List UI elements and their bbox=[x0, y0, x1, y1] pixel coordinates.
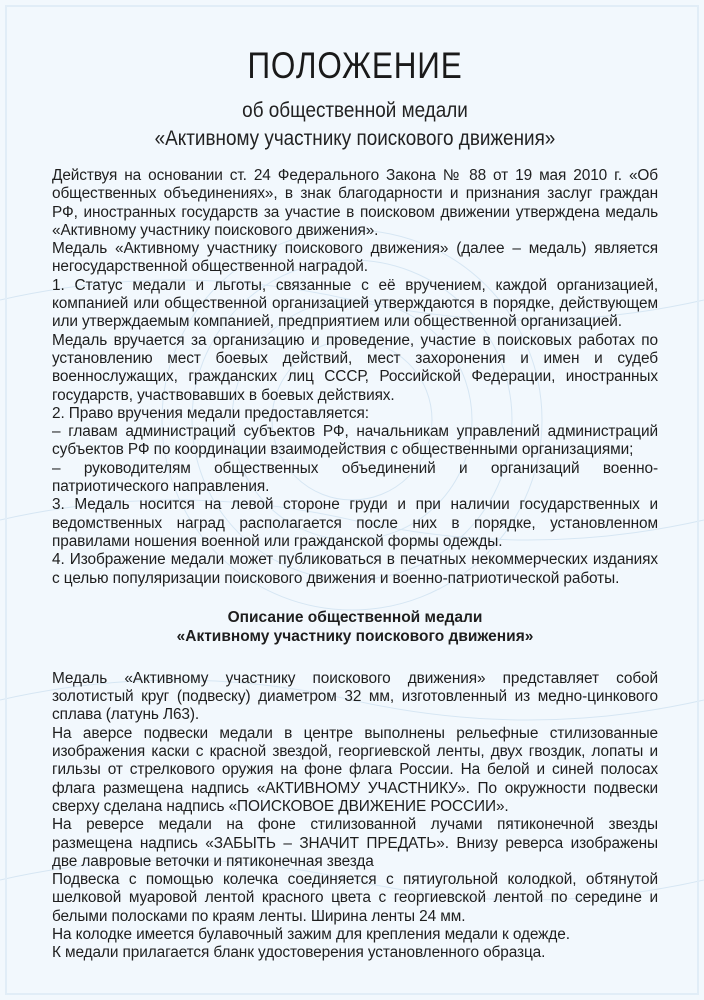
paragraph: 3. Медаль носится на левой стороне груди и при наличии государственных и ведомственных наград располагается после них в порядке, установленном правилами ношения военной или гражданской формы одежды. bbox=[52, 496, 658, 550]
paragraph: На аверсе подвески медали в центре выполнены рельефные стилизованные изображения каски с красной звездой, георгиевской ленты, двух гвоздик, лопаты и гильзы от стрелкового оружия на фоне флага России. На белой и синей полосах флага размещена надпись «АКТИВНОМУ УЧАСТНИКУ». По окружности подвески сверху сделана надпись «ПОИСКОВОЕ ДВИЖЕНИЕ РОССИИ». bbox=[52, 724, 658, 815]
regulations-section bbox=[52, 167, 658, 588]
paragraph: Подвеска с помощью колечка соединяется с пятиугольной колодкой, обтянутой шелковой муаровой лентой красного цвета с георгиевской лентой по середине и белыми полосками по краям ленты. Ширина ленты 24 мм. bbox=[52, 871, 658, 925]
paragraph: На реверсе медали на фоне стилизованной лучами пятиконечной звезды размещена надпись «ЗАБЫТЬ – ЗНАЧИТ ПРЕДАТЬ». Внизу реверса изображены две лавровые веточки и пятиконечная звезда bbox=[52, 816, 658, 870]
paragraph: Медаль «Активному участнику поискового движения» представляет собой золотистый круг (подвеску) диаметром 32 мм, изготовленный из медно-цинкового сплава (латунь Л63). bbox=[52, 669, 658, 724]
paragraph: – руководителям общественных объединений и организаций военно-патриотического направления. bbox=[52, 459, 658, 496]
paragraph: Медаль вручается за организацию и проведение, участие в поисковых работах по установлению мест боевых действий, мест захоронения и имен и судеб военнослужащих, гражданских лиц СССР, Российской Федерации, иностранных государств, участвовавших в боевых действиях. bbox=[52, 331, 658, 404]
paragraph: 2. Право вручения медали предоставляется: bbox=[52, 404, 369, 422]
paragraph: К медали прилагается бланк удостоверения установленного образца. bbox=[52, 944, 546, 962]
paragraph: 4. Изображение медали может публиковаться в печатных некоммерческих изданиях с целью популяризации поискового движения и военно-патриотической работы. bbox=[52, 551, 658, 587]
document-subtitle-line2: «Активному участнику поискового движения» bbox=[154, 127, 556, 150]
paragraph: – главам администраций субъектов РФ, начальникам управлений администраций субъектов РФ по координации взаимодействия с общественными организациями; bbox=[52, 423, 658, 459]
description-heading-line1: Описание общественной медали bbox=[227, 608, 483, 626]
paragraph: Действуя на основании ст. 24 Федерального Закона № 88 от 19 мая 2010 г. «Об общественных объединениях», в знак благодарности и признания заслуг граждан РФ, иностранных государств за участие в поисковом движении утверждена медаль «Активному участнику поискового движения». bbox=[52, 167, 658, 239]
document-page bbox=[52, 0, 658, 963]
description-heading-line2: «Активному участнику поискового движения» bbox=[176, 627, 534, 645]
document-subtitle-line1: об общественной медали bbox=[242, 99, 468, 122]
paragraph: На колодке имеется булавочный зажим для крепления медали к одежде. bbox=[52, 925, 570, 943]
paragraph: 1. Статус медали и льготы, связанные с её вручением, каждой организацией, компанией или общественной организацией утверждаются в порядке, действующем или утверждаемым компанией, предприятием или общественной организацией. bbox=[52, 276, 658, 331]
paragraph: Медаль «Активному участнику поискового движения» (далее – медаль) является негосударственной общественной наградой. bbox=[52, 240, 658, 276]
description-section bbox=[52, 670, 658, 963]
document-title: ПОЛОЖЕНИЕ bbox=[247, 45, 463, 86]
